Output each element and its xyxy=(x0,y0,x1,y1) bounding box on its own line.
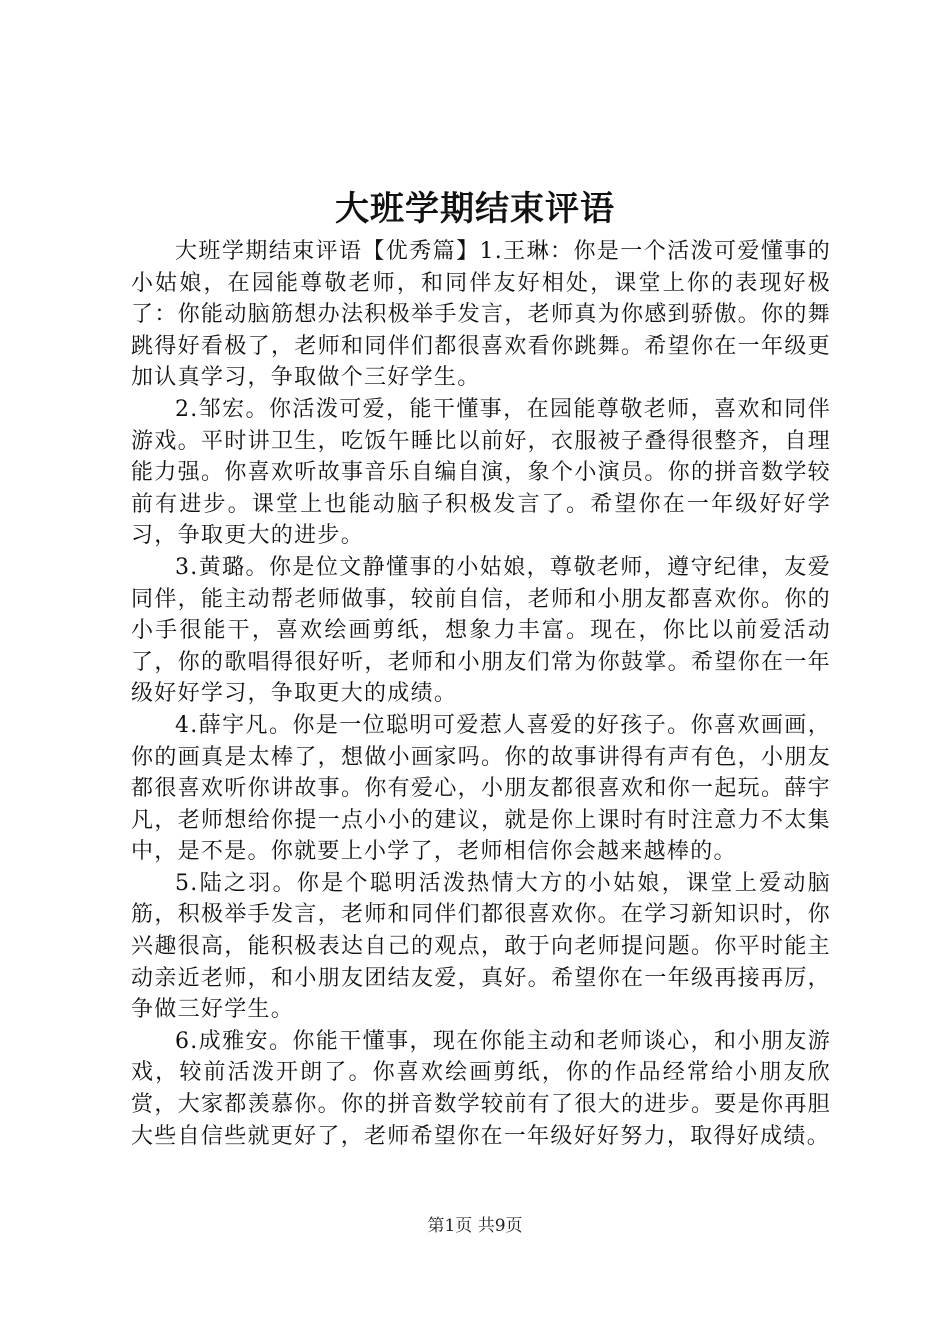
document-body xyxy=(131,236,831,1152)
document-title: 大班学期结束评语 xyxy=(335,189,615,229)
paragraph-lu-zhiyu: 5.陆之羽。你是个聪明活泼热情大方的小姑娘，课堂上爱动脑筋，积极举手发言，老师和同伴们都很喜欢你。在学习新知识时，你兴趣很高，能积极表达自己的观点，敢于向老师提问题。你平时能主动亲近老师，和小朋友团结友爱，真好。希望你在一年级再接再厉，争做三好学生。 xyxy=(131,870,831,1023)
page-number-footer: 第1页 共9页 xyxy=(427,1216,523,1236)
paragraph-cheng-yaan: 6.成雅安。你能干懂事，现在你能主动和老师谈心，和小朋友游戏，较前活泼开朗了。你喜欢绘画剪纸，你的作品经常给小朋友欣赏，大家都羡慕你。你的拼音数学较前有了很大的进步。要是你再胆大些自信些就更好了，老师希望你在一年级好好努力，取得好成绩。 xyxy=(131,1028,831,1149)
paragraph-zou-hong: 2.邹宏。你活泼可爱，能干懂事，在园能尊敬老师，喜欢和同伴游戏。平时讲卫生，吃饭午睡比以前好，衣服被子叠得很整齐，自理能力强。你喜欢听故事音乐自编自演，象个小演员。你的拼音数学较前有进步。课堂上也能动脑子积极发言了。希望你在一年级好好学习，争取更大的进步。 xyxy=(131,396,831,549)
paragraph-xue-yufan: 4.薛宇凡。你是一位聪明可爱惹人喜爱的好孩子。你喜欢画画，你的画真是太棒了，想做小画家吗。你的故事讲得有声有色，小朋友都很喜欢听你讲故事。你有爱心，小朋友都很喜欢和你一起玩。薛宇凡，老师想给你提一点小小的建议，就是你上课时有时注意力不太集中，是不是。你就要上小学了，老师相信你会越来越棒的。 xyxy=(131,712,831,865)
paragraph-intro-wang-lin: 大班学期结束评语【优秀篇】1.王琳：你是一个活泼可爱懂事的小姑娘，在园能尊敬老师，和同伴友好相处，课堂上你的表现好极了：你能动脑筋想办法积极举手发言，老师真为你感到骄傲。你的舞跳得好看极了，老师和同伴们都很喜欢看你跳舞。希望你在一年级更加认真学习，争取做个三好学生。 xyxy=(131,239,831,391)
paragraph-huang-lu: 3.黄璐。你是位文静懂事的小姑娘，尊敬老师，遵守纪律，友爱同伴，能主动帮老师做事，较前自信，老师和小朋友都喜欢你。你的小手很能干，喜欢绘画剪纸，想象力丰富。现在，你比以前爱活动了，你的歌唱得很好听，老师和小朋友们常为你鼓掌。希望你在一年级好好学习，争取更大的成绩。 xyxy=(131,554,831,707)
